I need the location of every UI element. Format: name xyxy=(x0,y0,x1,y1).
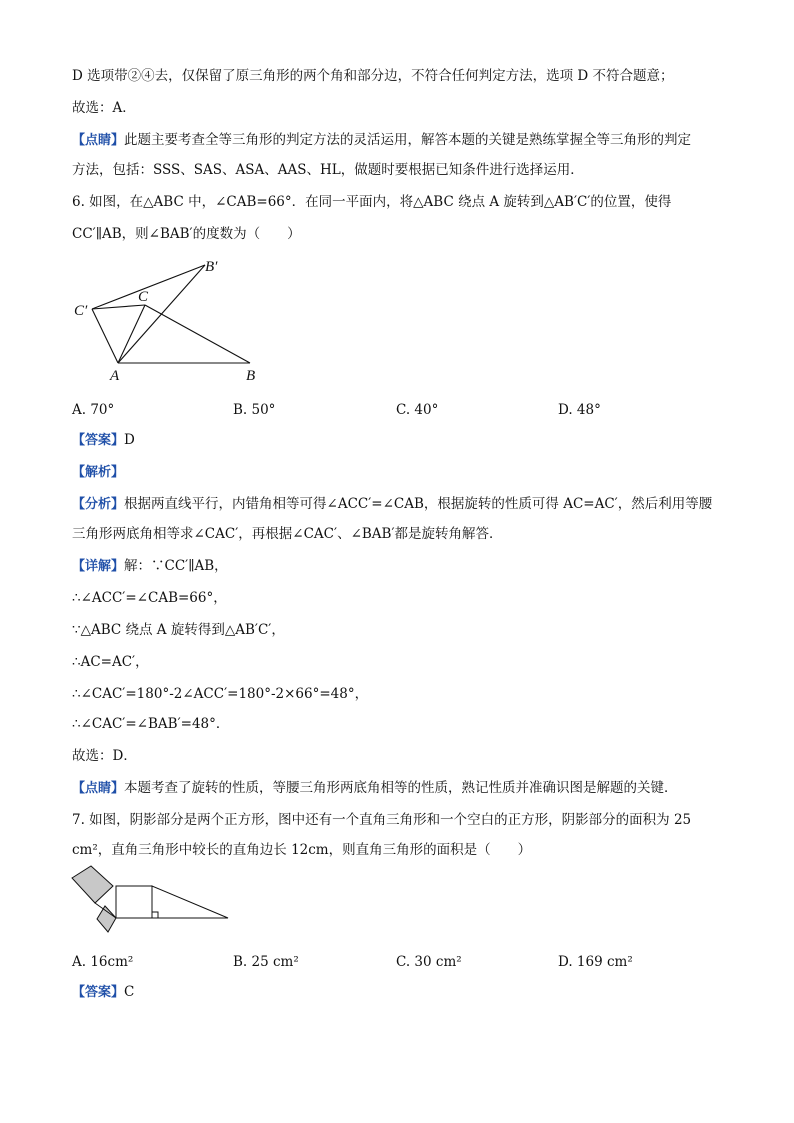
dianjing-text-2: 本题考查了旋转的性质，等腰三角形两底角相等的性质，熟记性质并准确识图是解题的关键． xyxy=(124,780,678,796)
answer-tag: 【答案】 xyxy=(72,433,125,448)
q6-detail-line2: ∴∠ACC′=∠CAB=66°， xyxy=(72,590,227,606)
q7-option-b: B. 25 cm² xyxy=(233,954,299,970)
text-line-2: 故选：A． xyxy=(72,100,136,116)
edge-abp xyxy=(118,265,205,363)
q7-option-d: D. 169 cm² xyxy=(558,954,633,970)
fenxi-tag: 【分析】 xyxy=(72,497,125,512)
edge-cpbp xyxy=(92,265,205,309)
q6-choose: 故选：D． xyxy=(72,748,137,764)
q6-answer xyxy=(72,430,135,451)
q6-fenxi-line2: 三角形两底角相等求∠CAC′，再根据∠CAC′、∠BAB′都是旋转角解答． xyxy=(72,526,503,542)
edge-ac xyxy=(118,305,145,363)
fenxi-text-1: 根据两直线平行，内错角相等可得∠ACC′=∠CAB，根据旋转的性质可得 AC=AC′，然后利用等腰 xyxy=(124,496,713,512)
white-square xyxy=(116,886,152,918)
answer-tag-2: 【答案】 xyxy=(72,985,125,1000)
q6-detail-line1 xyxy=(72,556,228,577)
detail-tag: 【详解】 xyxy=(72,559,125,574)
right-triangle xyxy=(152,886,228,918)
q6-stem-line2: CC′∥AB，则∠BAB′的度数为（ ） xyxy=(72,226,301,242)
label-c: C xyxy=(138,289,149,305)
dianjing-tag-2: 【点睛】 xyxy=(72,781,125,796)
q7-stem-line1: 7. 如图，阴影部分是两个正方形，图中还有一个直角三角形和一个空白的正方形，阴影部分的面积为 25 xyxy=(72,812,692,828)
text-line-3 xyxy=(72,130,691,151)
label-b: B xyxy=(246,368,256,384)
dianjing-text: 此题主要考查全等三角形的判定方法的灵活运用，解答本题的关键是熟练掌握全等三角形的判定 xyxy=(124,132,692,148)
label-cp: C′ xyxy=(74,303,88,319)
answer-value-2: C xyxy=(124,984,135,1000)
q6-option-a: A. 70° xyxy=(72,402,115,418)
label-bp: B′ xyxy=(205,259,218,275)
label-a: A xyxy=(110,368,120,384)
shaded-square-small xyxy=(97,906,116,932)
q6-option-b: B. 50° xyxy=(233,402,276,418)
q6-stem-line1: 6. 如图，在△ABC 中，∠CAB=66°．在同一平面内，将△ABC 绕点 A 旋转到△AB′C′的位置，使得 xyxy=(72,194,672,210)
q6-dianjing xyxy=(72,778,678,799)
q6-detail-line4: ∴AC=AC′， xyxy=(72,654,149,670)
text-line-4: 方法，包括：SSS、SAS、ASA、AAS、HL，做题时要根据已知条件进行选择运用． xyxy=(72,162,584,178)
text-line-1: D 选项带②④去，仅保留了原三角形的两个角和部分边，不符合任何判定方法，选项 D 不符合题意； xyxy=(72,68,674,84)
q7-figure xyxy=(68,866,233,941)
detail-text-1: 解：∵CC′∥AB， xyxy=(124,558,228,574)
q7-options xyxy=(72,952,722,972)
q7-answer xyxy=(72,982,134,1003)
q7-option-a: A. 16cm² xyxy=(72,954,134,970)
q7-stem-line2: cm²，直角三角形中较长的直角边长 12cm，则直角三角形的面积是（ ） xyxy=(72,842,532,858)
shaded-square-large xyxy=(72,866,113,903)
q7-option-c: C. 30 cm² xyxy=(396,954,462,970)
edge-acp xyxy=(92,309,118,363)
q6-option-c: C. 40° xyxy=(396,402,439,418)
q6-analysis-tag xyxy=(72,462,124,483)
answer-value: D xyxy=(124,432,135,448)
dianjing-tag: 【点睛】 xyxy=(72,133,125,148)
q6-options xyxy=(72,400,722,420)
edge-cb xyxy=(145,305,250,363)
q6-detail-line5: ∴∠CAC′=180°-2∠ACC′=180°-2×66°=48°， xyxy=(72,686,369,702)
q6-detail-line6: ∴∠CAC′=∠BAB′=48°． xyxy=(72,716,230,732)
q6-option-d: D. 48° xyxy=(558,402,601,418)
q6-figure xyxy=(70,255,256,385)
q6-detail-line3: ∵△ABC 绕点 A 旋转得到△AB′C′， xyxy=(72,622,285,638)
analysis-tag: 【解析】 xyxy=(72,465,125,480)
q6-fenxi-line1 xyxy=(72,494,712,515)
